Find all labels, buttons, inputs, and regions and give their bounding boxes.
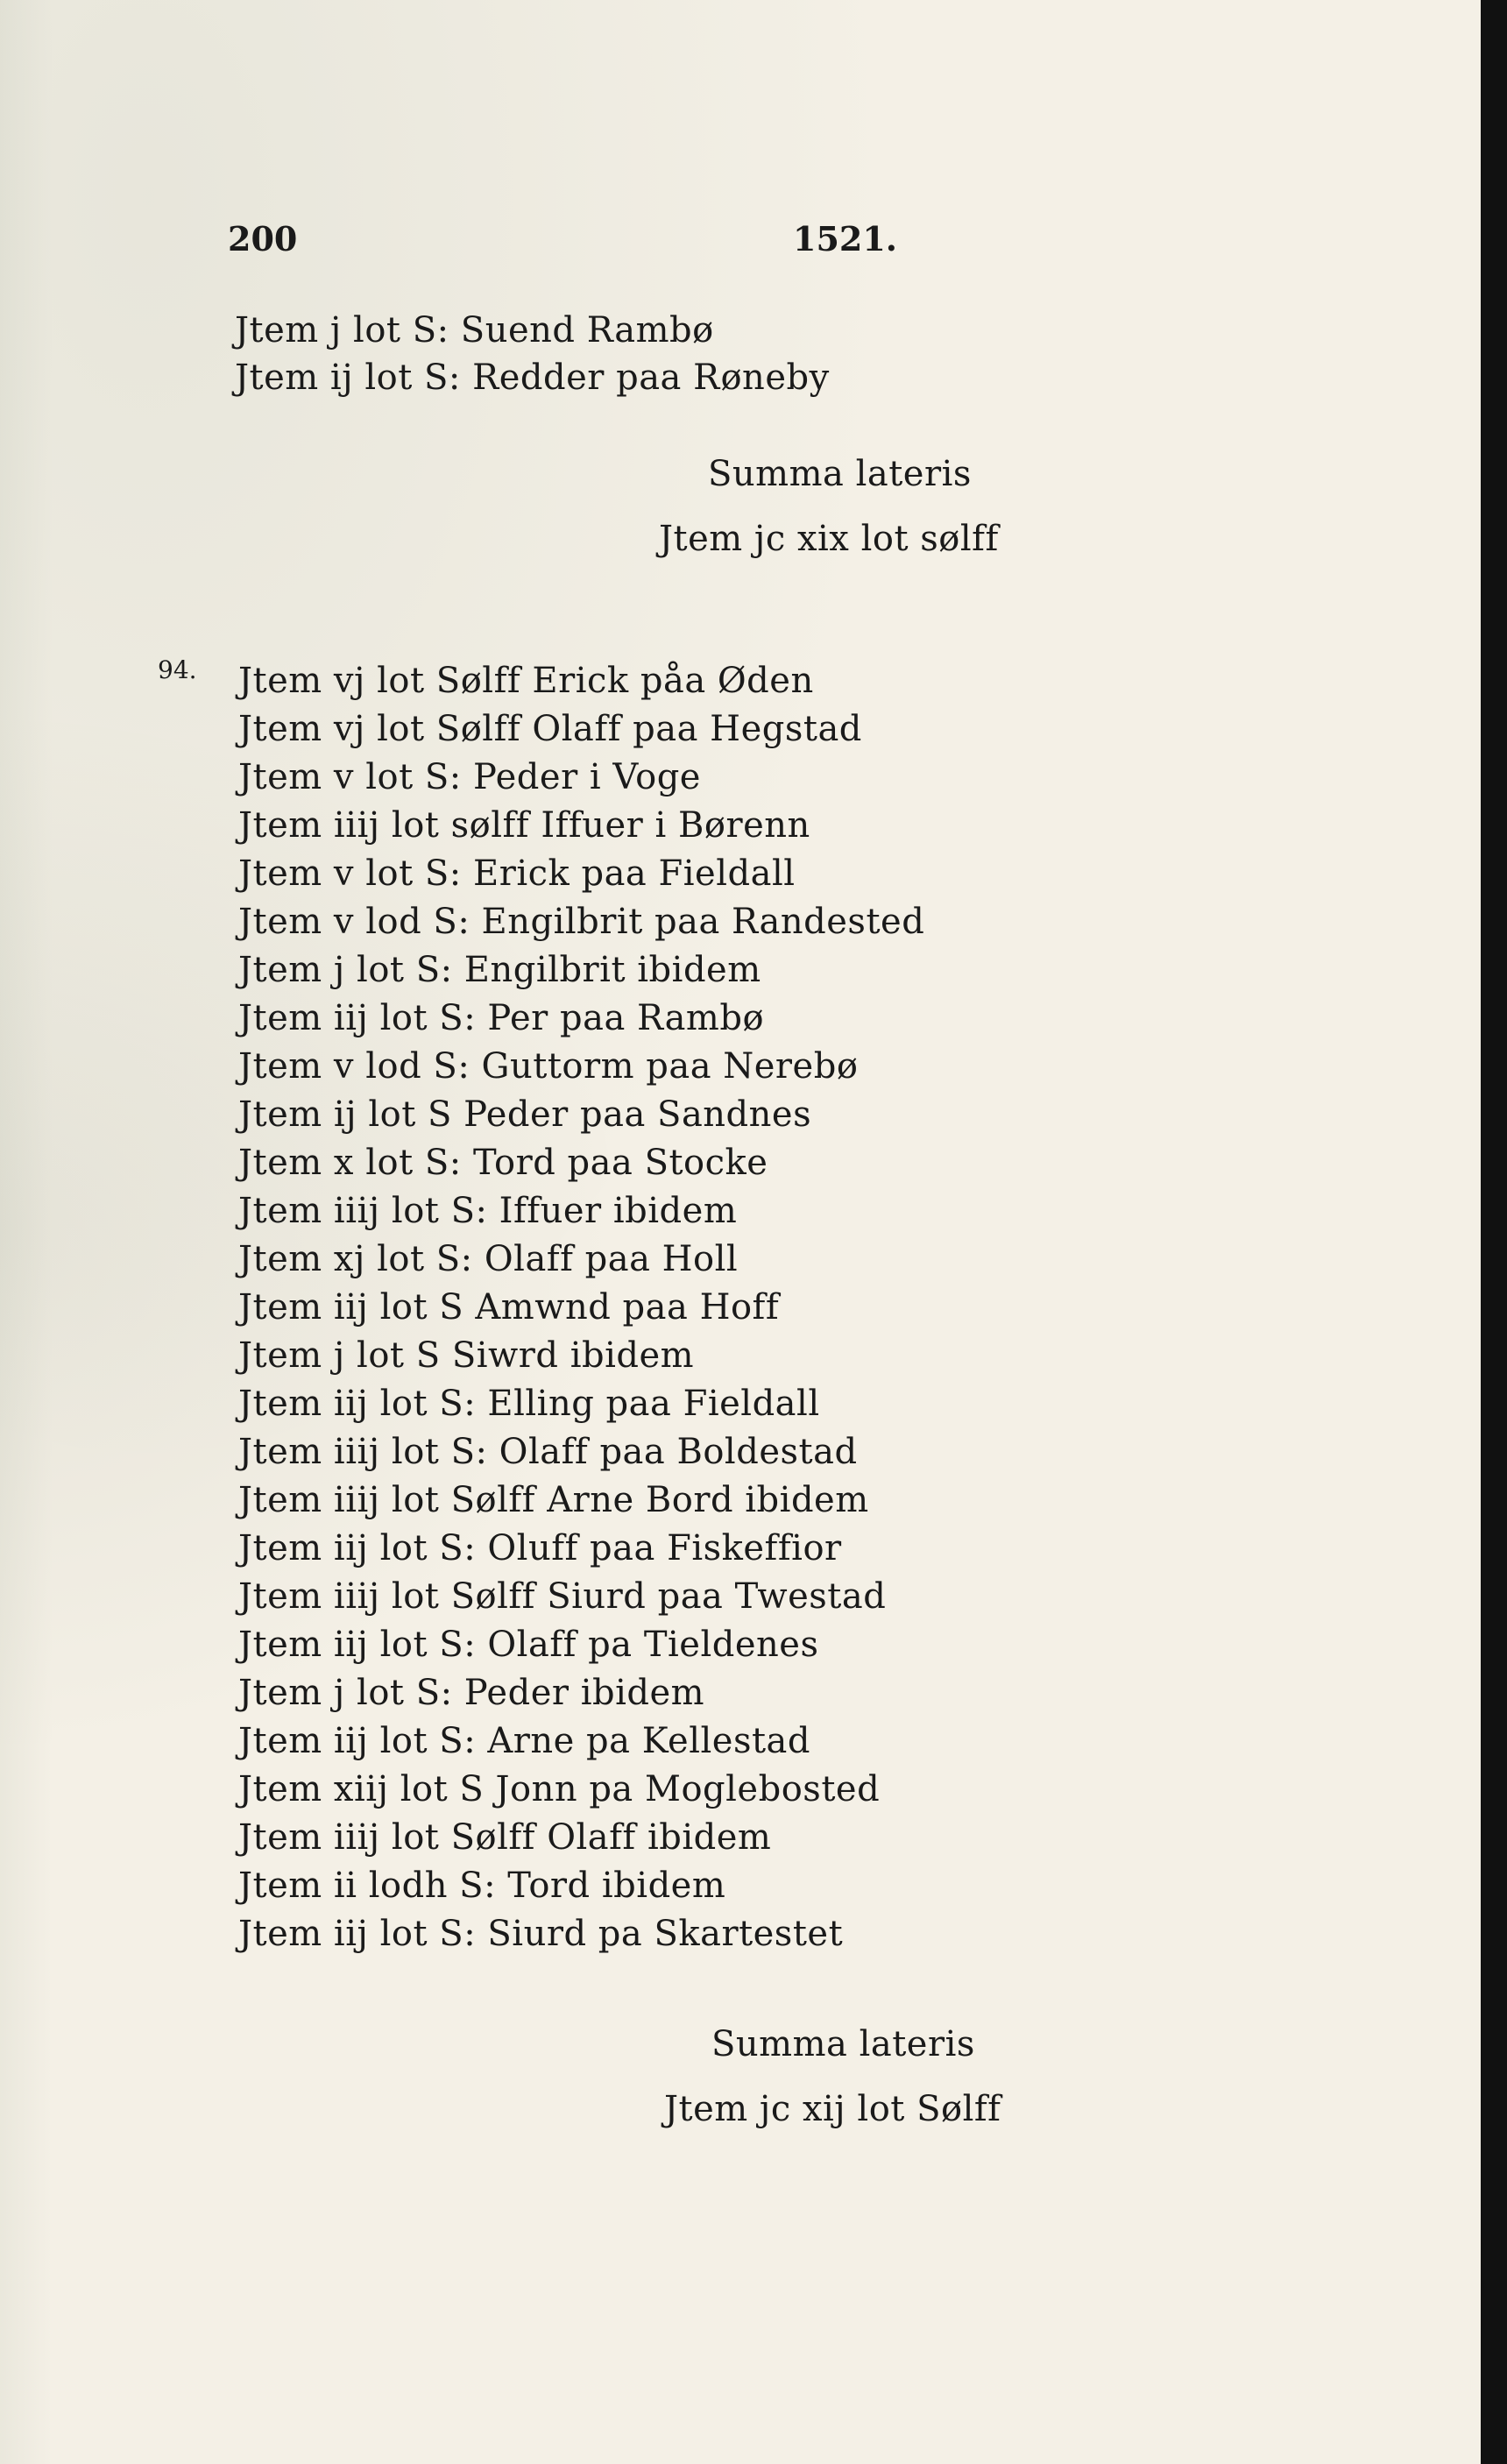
page-number: 200 (228, 219, 298, 258)
entry-number: 94. (158, 655, 197, 684)
entry-line: Jtem iij lot S: Olaff pa Tieldenes (238, 1625, 819, 1665)
entry-line: Jtem iij lot S: Per paa Rambø (238, 998, 765, 1038)
entry-line: Jtem j lot S: Suend Rambø (235, 310, 714, 350)
entry-line: Jtem iij lot S: Arne pa Kellestad (238, 1721, 811, 1761)
summa-total: Jtem jc xix lot sølff (659, 519, 999, 559)
entry-line: Jtem v lod S: Engilbrit paa Randested (238, 902, 925, 942)
entry-line: Jtem iij lot S: Elling paa Fieldall (238, 1384, 820, 1424)
entry-line: Jtem iij lot S: Oluff paa Fiskeffior (238, 1528, 842, 1568)
entry-line: Jtem x lot S: Tord paa Stocke (238, 1143, 768, 1183)
entry-line: Jtem ij lot S: Redder paa Røneby (235, 358, 830, 398)
entry-line: Jtem iij lot S Amwnd paa Hoff (238, 1287, 780, 1328)
entry-line: Jtem v lod S: Guttorm paa Nerebø (238, 1046, 859, 1087)
entry-line: Jtem v lot S: Peder i Voge (238, 757, 701, 797)
page-year: 1521. (793, 219, 897, 258)
entry-line: Jtem iiij lot Sølff Olaff ibidem (238, 1817, 772, 1858)
summa-label: Summa lateris (711, 2024, 975, 2064)
entry-line: Jtem j lot S Siwrd ibidem (238, 1335, 695, 1376)
entry-line: Jtem iiij lot sølff Iffuer i Børenn (238, 805, 810, 846)
entry-line: Jtem vj lot Sølff Erick påa Øden (238, 661, 814, 701)
entry-line: Jtem iiij lot Sølff Arne Bord ibidem (238, 1480, 869, 1520)
entry-line: Jtem ij lot S Peder paa Sandnes (238, 1094, 812, 1135)
entry-line: Jtem xiij lot S Jonn pa Moglebosted (238, 1769, 881, 1809)
entry-line: Jtem xj lot S: Olaff paa Holl (238, 1239, 739, 1279)
entry-line: Jtem ii lodh S: Tord ibidem (238, 1866, 726, 1906)
page-edge-shadow (1481, 0, 1507, 2464)
summa-total: Jtem jc xij lot Sølff (664, 2089, 1001, 2129)
entry-line: Jtem iij lot S: Siurd pa Skartestet (238, 1914, 844, 1954)
entry-line: Jtem j lot S: Engilbrit ibidem (238, 950, 761, 990)
entry-line: Jtem iiij lot S: Olaff paa Boldestad (238, 1432, 858, 1472)
entry-line: Jtem iiij lot Sølff Siurd paa Twestad (238, 1576, 887, 1617)
entry-line: Jtem j lot S: Peder ibidem (238, 1673, 705, 1713)
page-header (228, 219, 1104, 272)
summa-label: Summa lateris (708, 454, 972, 494)
entry-line: Jtem v lot S: Erick paa Fieldall (238, 853, 796, 894)
entry-line: Jtem vj lot Sølff Olaff paa Hegstad (238, 709, 862, 749)
entry-line: Jtem iiij lot S: Iffuer ibidem (238, 1191, 738, 1231)
